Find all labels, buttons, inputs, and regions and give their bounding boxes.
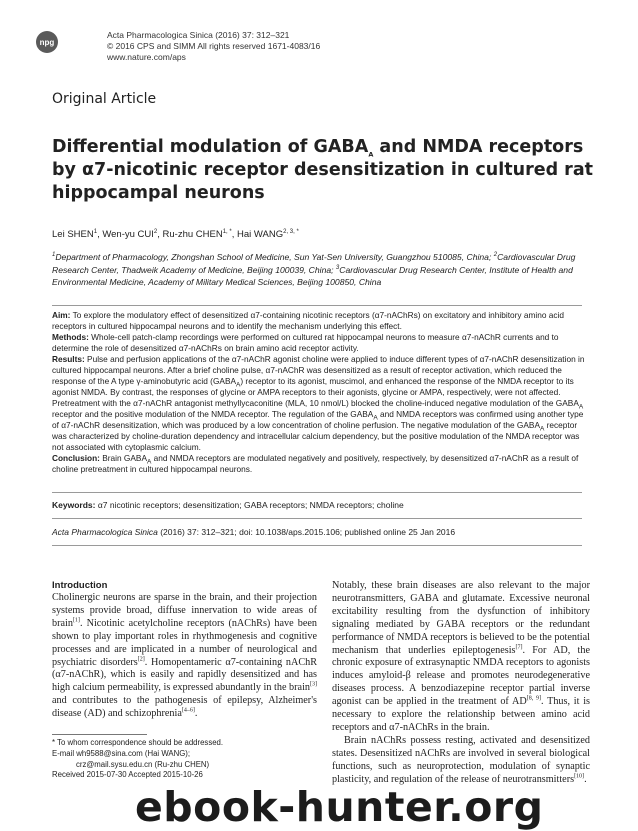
received-accepted-dates: Received 2015-07-30 Accepted 2015-10-26	[52, 770, 203, 780]
divider	[52, 305, 582, 306]
footnote-divider	[52, 734, 147, 735]
divider	[52, 545, 582, 546]
keywords: Keywords: α7 nicotinic receptors; desensitization; GABA receptors; NMDA receptors; choline	[52, 500, 404, 510]
email-line[interactable]: crz@mail.sysu.edu.cn (Ru-zhu CHEN)	[76, 759, 210, 769]
body-paragraph: Brain nAChRs possess resting, activated and desensitized states. Desensitized nAChRs are involved in several biological functions, such as neuroprotection, modulation of synaptic plasticity, and regulation of the release of neurotransmitters[10].	[332, 734, 590, 785]
section-heading-introduction: Introduction	[52, 580, 108, 591]
publisher-logo: npg	[36, 31, 58, 53]
footnotes	[52, 738, 223, 781]
article-type: Original Article	[52, 91, 157, 107]
journal-url[interactable]: www.nature.com/aps	[107, 52, 186, 62]
author: Hai WANG	[237, 229, 284, 240]
copyright-line: © 2016 CPS and SIMM All rights reserved 1671-4083/16	[107, 41, 321, 51]
body-paragraph: Cholinergic neurons are sparse in the brain, and their projection systems provide broad, diffuse innervation to wide areas of brain[1]. Nicotinic acetylcholine receptors (nAChRs) have been shown to play important roles in rhythmogenesis and cognitive processes and are implicated in a number of neurological and psychiatric disorders[2]. Homopentameric α7-containing nAChR (α7-nAChR), which is easily and rapidly desensitized and has high calcium permeability, is expressed abundantly in the brain[3] and contributes to the pathogenesis of epilepsy, Alzheimer's disease (AD) and schizophrenia[4–6].	[52, 592, 318, 720]
body-paragraph: Notably, these brain diseases are also relevant to the major neurotransmitters, GABA and glutamate. Excessive neuronal excitability resulting from the dysfunction of inhibitory signaling mediated by GABA receptors or the redundant performance of NMDA receptors is believed to be the potential mechanism that underlies epileptogenesis[7]. For AD, the chronic exposure of extrasynaptic NMDA receptors to agonists induces amyloid-β release and promotes neurodegenerative diseases process. A benzodiazepine receptor partial inverse agonist can be applied in the treatment of AD[8, 9]. Thus, it is necessary to explore the relationship between amino acid receptors and α7-nAChRs in the brain.	[332, 580, 591, 733]
citation-line: Acta Pharmacologica Sinica (2016) 37: 312–321; doi: 10.1038/aps.2015.106; published online 25 Jan 2016	[52, 527, 456, 537]
correspondence-note: * To whom correspondence should be addressed.	[52, 738, 224, 747]
author: Ru-zhu CHEN	[162, 229, 223, 240]
abstract-methods: Methods: Whole-cell patch-clamp recordings were performed on cultured rat hippocampal neurons to measure α7-nAChR currents and to determine the role of desensitized α7-nAChRs on brain amino acid receptor activity.	[52, 332, 559, 353]
author-list: Lei SHEN$^1$, Wen-yu CUI$^2$, Ru-zhu $CHEN^{1, *}$, Hai $WANG^{2, 3, *}$	[52, 228, 299, 240]
abstract-results: Results: Pulse and perfusion applications of the α7-nAChR agonist choline were applied to induce different types of α7-nAChR desensitization in cultured hippocampal neurons. After a brief choline pulse, α7-nAChR was desensitized as a result of receptor activation, which reduced the response of the A type γ-aminobutyric acid $(GABA_A)$ receptor to its agonist, muscimol, and enhanced the response of the NMDA receptor to its agonist NMDA. By contrast, the responses of glycine or AMPA receptors to their agonists, glycine or AMPA, respectively, were not affected. Pretreatment with the α7-nAChR antagonist methyllycaconitine (MLA, 10 nmol/L) blocked the choline-induced negative modulation of the $GABA_A$ receptor and the positive modulation of the NMDA receptor. The regulation of the $GABA_A$ and NMDA receptors was confirmed using another type of α7-nAChR desensitization, which was produced by a low concentration of choline perfusion. The negative modulation of the $GABA_A$ receptor was characterized by choline-duration dependency and intracellular calcium dependency, but the positive modulation of the NMDA receptor was not associated with cytoplasmic calcium.	[52, 354, 585, 452]
body-column-right	[332, 580, 590, 787]
body-column-left	[52, 580, 317, 721]
author: Lei SHEN	[52, 229, 94, 240]
divider	[52, 492, 582, 493]
affiliations: $^1$Department of Pharmacology, Zhongshan School of Medicine, Sun Yat-Sen University, Guangzhou 510085, China; $^2$Cardiovascular Drug Research Center, Thadweik Academy of Medicine, Beijing 100039, China; $^3$Cardiovascular Drug Research Center, Institute of Health and Environmental Medicine, Academy of Military Medical Sciences, Beijing 100850, China	[52, 252, 576, 287]
journal-line: Acta Pharmacologica Sinica (2016) 37: 312–321	[107, 30, 290, 40]
abstract-aim: Aim: To explore the modulatory effect of desensitized α7-containing nicotinic receptors (α7-nAChRs) on excitatory and inhibitory amino acid receptors in cultured hippocampal neurons and to identify the mechanism underlying this effect.	[52, 310, 564, 331]
abstract-conclusion: Conclusion: Brain $GABA_A$ and NMDA receptors are modulated negatively and positively, respectively, by desensitized α7-nAChR as a result of choline pretreatment in cultured hippocampal neurons.	[52, 453, 579, 474]
abstract	[52, 310, 588, 475]
watermark: ebook-hunter.org	[135, 783, 544, 831]
divider	[52, 518, 582, 519]
author: Wen-yu CUI	[102, 229, 154, 240]
email-line[interactable]: E-mail wh9588@sina.com (Hai WANG);	[52, 748, 191, 758]
paper-title: Differential modulation of $GABA_A$ and NMDA receptors by α7-nicotinic receptor desensitization in cultured rat hippocampal neurons	[52, 137, 593, 203]
